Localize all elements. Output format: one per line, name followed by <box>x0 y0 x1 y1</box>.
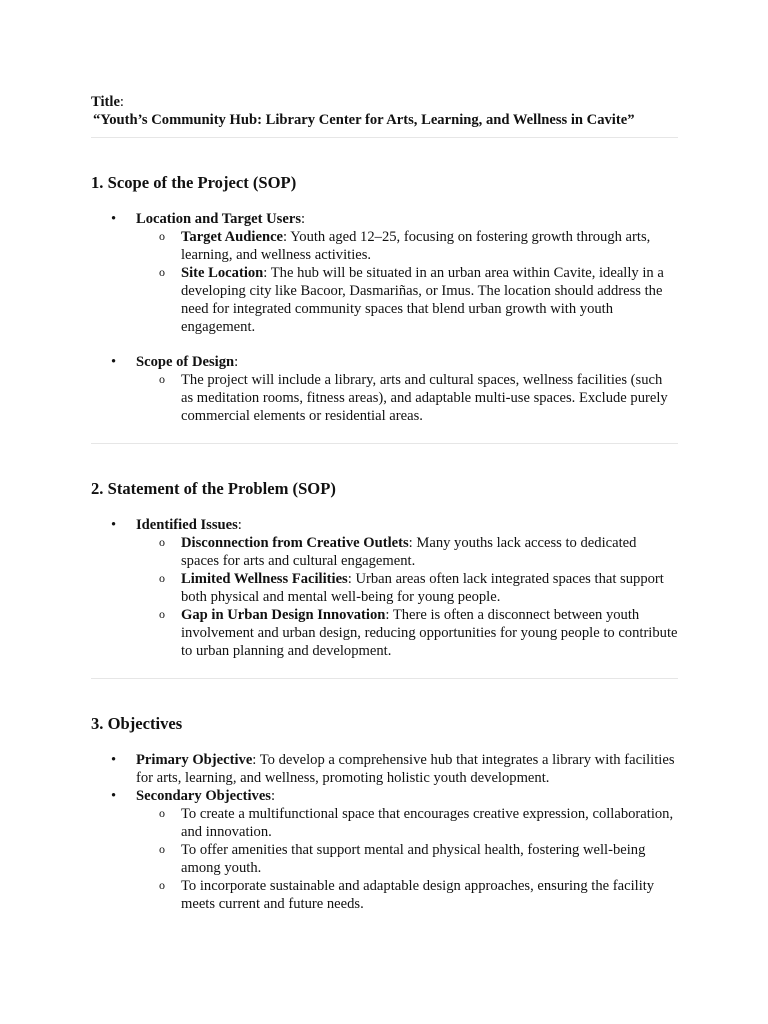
sub-item-text: To offer amenities that support mental and physical health, fostering well-being among youth. <box>181 842 646 876</box>
sub-list <box>136 371 678 425</box>
sub-item-text: : Many youths lack access to dedicated spaces for arts and cultural engagement. <box>181 535 637 569</box>
list-item: • Identified Issues: o Disconnection from Creative Outlets: Many youths lack access to dedicated spaces for arts and cultural engagement. o Limited Wellness Facilities: Urban areas often lack integrated spaces that support both physical and mental well-being for young people. o Gap in Urban Design Innovation: There is often a disconnect between youth involvement and urban design, reducing opportunities for young people to contribute to urban planning and development. <box>91 516 678 660</box>
sub-list <box>136 805 678 913</box>
list-item: • Secondary Objectives: o To create a multifunctional space that encourages creative expression, collaboration, and innovation. o To offer amenities that support mental and physical health, fostering well-being among youth. o To incorporate sustainable and adaptable design approaches, ensuring the facility meets current and future needs. <box>91 787 678 913</box>
sub-list-item <box>136 228 678 264</box>
sub-item-text: To incorporate sustainable and adaptable design approaches, ensuring the facility meets current and future needs. <box>181 878 655 912</box>
item-label: Location and Target Users <box>136 211 301 227</box>
sub-item-text: : There is often a disconnect between youth involvement and urban design, reducing opportunities for young people to contribute to urban planning and development. <box>181 607 678 659</box>
sub-item-label: Limited Wellness Facilities <box>181 571 348 587</box>
sub-list <box>136 534 678 660</box>
sub-item-text: : The hub will be situated in an urban area within Cavite, ideally in a developing city like Bacoor, Dasmariñas, or Imus. The location should address the need for integrated community spaces that blend urban growth with youth engagement. <box>181 265 664 335</box>
document-content <box>91 93 678 913</box>
section-heading-objectives: 3. Objectives <box>91 714 183 733</box>
title-block <box>91 93 678 129</box>
sub-list-item <box>136 805 678 841</box>
sub-item-label: Gap in Urban Design Innovation <box>181 607 386 623</box>
sub-list-item <box>136 877 678 913</box>
section-heading-problem: 2. Statement of the Problem (SOP) <box>91 479 336 498</box>
title-line: Title: <box>91 94 124 110</box>
list-item: • Location and Target Users: o Target Audience: Youth aged 12–25, focusing on fostering growth through arts, learning, and wellness activities. o Site Location: The hub will be situated in an urban area within Cavite, ideally in a developing city like Bacoor, Dasmariñas, or Imus. The location should address the need for integrated community spaces that blend urban growth with youth engagement. <box>91 210 678 336</box>
list-item <box>91 751 678 787</box>
sub-item-text: To create a multifunctional space that encourages creative expression, collaboration, and innovation. <box>181 806 674 840</box>
sub-item-label: Disconnection from Creative Outlets <box>181 535 409 551</box>
section-heading-scope: 1. Scope of the Project (SOP) <box>91 173 297 192</box>
title-label: Title <box>91 94 120 110</box>
item-label: Scope of Design <box>136 354 235 370</box>
scope-list <box>91 210 678 425</box>
sub-list-item <box>136 264 678 336</box>
sub-list <box>136 228 678 336</box>
document-title: “Youth’s Community Hub: Library Center for Arts, Learning, and Wellness in Cavite” <box>93 112 635 128</box>
sub-list-item <box>136 841 678 877</box>
sub-item-text: The project will include a library, arts and cultural spaces, wellness facilities (such as meditation rooms, fitness areas), and adaptable multi-use spaces. Exclude purely commercial elements or residential areas. <box>181 372 668 424</box>
item-text: : To develop a comprehensive hub that integrates a library with facilities for arts, learning, and wellness, promoting holistic youth development. <box>136 752 675 786</box>
sub-item-label: Site Location <box>181 265 264 281</box>
sub-list-item <box>136 606 678 660</box>
list-item: • Scope of Design: o The project will include a library, arts and cultural spaces, wellness facilities (such as meditation rooms, fitness areas), and adaptable multi-use spaces. Exclude purely commercial elements or residential areas. <box>91 353 678 425</box>
sub-list-item <box>136 534 678 570</box>
item-label: Identified Issues <box>136 517 238 533</box>
objectives-list <box>91 751 678 913</box>
sub-item-text: : Urban areas often lack integrated spaces that support both physical and mental well-being for young people. <box>181 571 664 605</box>
item-label: Primary Objective <box>136 752 253 768</box>
item-label: Secondary Objectives <box>136 788 271 804</box>
problem-list <box>91 516 678 660</box>
sub-list-item <box>136 570 678 606</box>
sub-item-text: : Youth aged 12–25, focusing on fostering growth through arts, learning, and wellness activities. <box>181 229 651 263</box>
sub-list-item <box>136 371 678 425</box>
sub-item-label: Target Audience <box>181 229 284 245</box>
